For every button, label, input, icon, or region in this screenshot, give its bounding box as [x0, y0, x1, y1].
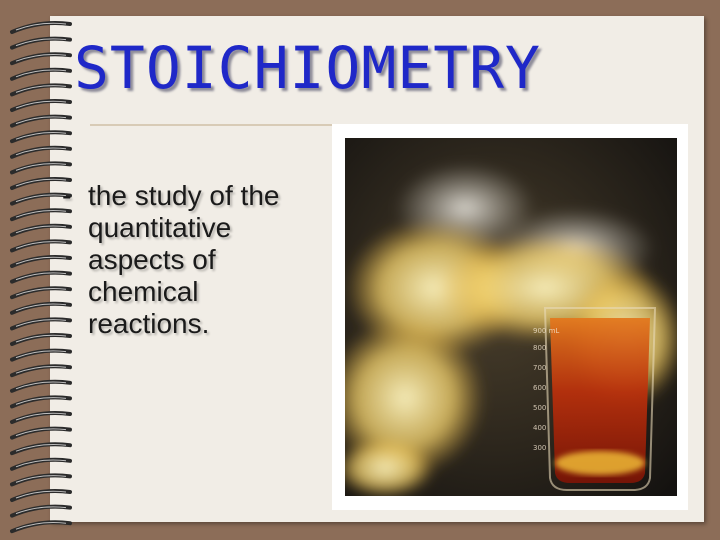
svg-text:500: 500: [533, 404, 547, 412]
beaker-photo: [345, 138, 677, 496]
slide-title: STOICHIOMETRY: [74, 34, 541, 102]
bullet-point: [62, 180, 312, 340]
bullet-marker: -: [62, 180, 72, 211]
svg-text:300: 300: [533, 444, 547, 452]
svg-text:600: 600: [533, 384, 547, 392]
svg-text:700: 700: [533, 364, 547, 372]
svg-text:900 mL: 900 mL: [533, 327, 560, 335]
bullet-text: the study of the quantitative aspects of chemical reactions.: [88, 180, 280, 339]
svg-text:400: 400: [533, 424, 547, 432]
svg-text:800: 800: [533, 344, 547, 352]
